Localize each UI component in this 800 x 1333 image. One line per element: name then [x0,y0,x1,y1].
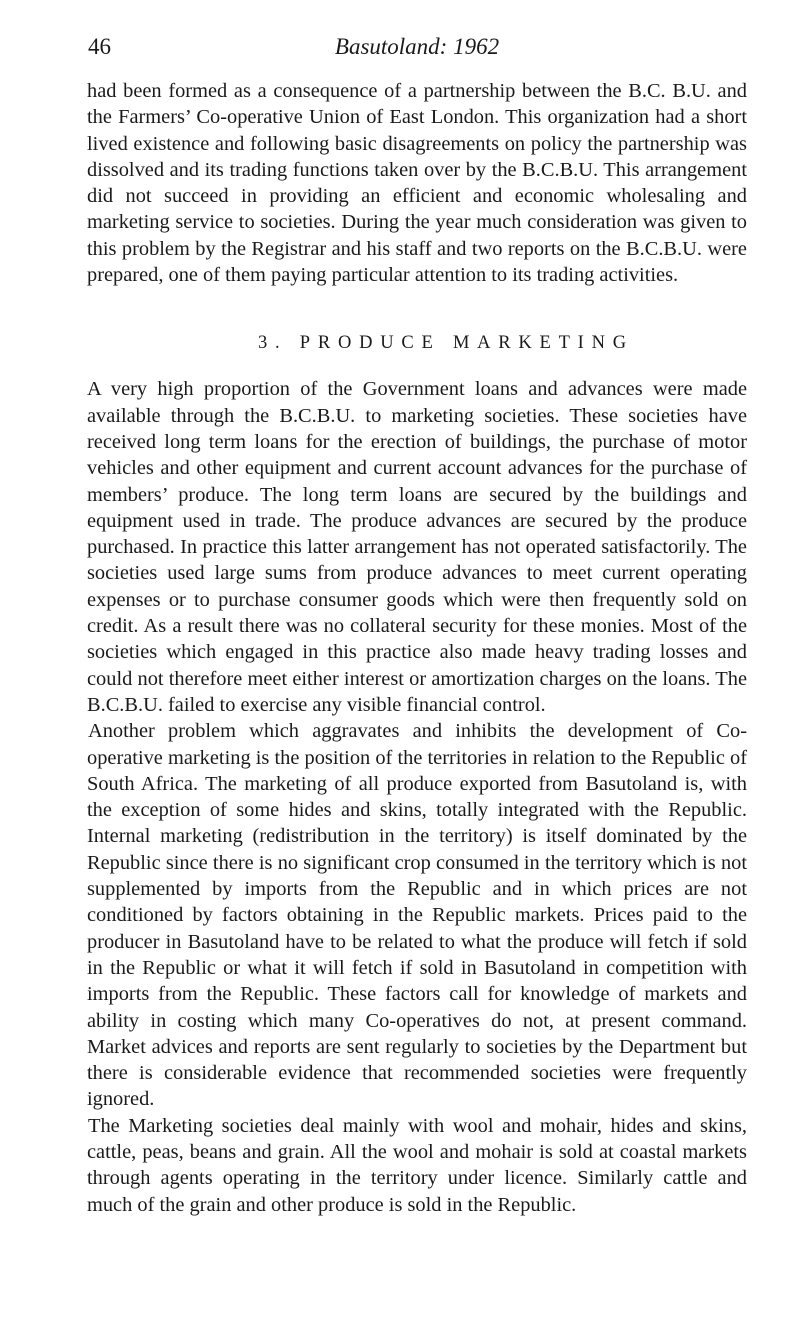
section-heading: 3. PRODUCE MARKETING [258,333,634,354]
paragraph-continuation: had been formed as a consequence of a partnership between the B.C. B.U. and the Farmers’ Co-operative Union of East London. This organization had a short lived existence and following basic disagreements on policy the partnership was dissolved and its trading functions taken over by the B.C.B.U. This arrangement did not succeed in providing an efficient and economic wholesaling and marketing service to societies. During the year much consideration was given to this problem by the Registrar and his staff and two reports on the B.C.B.U. were prepared, one of them paying particular attention to its trading activities. [87,80,747,287]
document-page [87,34,747,1218]
paragraph-republic: Another problem which aggravates and inhibits the development of Co-operative marketing is the position of the territories in relation to the Republic of South Africa. The marketing of all produce exported from Basutoland is, with the exception of some hides and skins, totally integrated with the Republic. Internal marketing (redistribution in the territory) is itself dominated by the Republic since there is no significant crop consumed in the territory which is not supplemented by imports from the Republic and in which prices are not conditioned by factors obtaining in the Republic markets. Prices paid to the producer in Basutoland have to be related to what the produce will fetch if sold in the Republic or what it will fetch if sold in Basutoland in competition with imports from the Republic. These factors call for knowledge of markets and ability in costing which many Co-operatives do not, at present command. Market advices and reports are sent regularly to societies by the Department but there is considerable evidence that recommended societies were frequently ignored. [87,720,747,1111]
page-header [87,34,747,68]
paragraph-marketing-societies: The Marketing societies deal mainly with wool and mohair, hides and skins, cattle, peas, beans and grain. All the wool and mohair is sold at coastal markets through agents operating in the territory under licence. Similarly cattle and much of the grain and other produce is sold in the Republic. [87,1114,747,1216]
paragraph-loans: A very high proportion of the Government loans and advances were made available through the B.C.B.U. to marketing societies. These societies have received long term loans for the erection of buildings, the purchase of motor vehicles and other equipment and current account advances for the purchase of members’ produce. The long term loans are secured by the buildings and equipment used in trade. The produce advances are secured by the produce purchased. In practice this latter arrangement has not operated satisfactorily. The societies used large sums from produce advances to meet current operating expenses or to purchase consumer goods which were then frequently sold on credit. As a result there was no collateral security for these monies. Most of the societies which engaged in this practice also made heavy trading losses and could not therefore meet either interest or amortization charges on the loans. The B.C.B.U. failed to exercise any visible financial control. [87,378,747,716]
page-number: 46 [88,34,111,59]
running-title: Basutoland: 1962 [334,34,500,59]
